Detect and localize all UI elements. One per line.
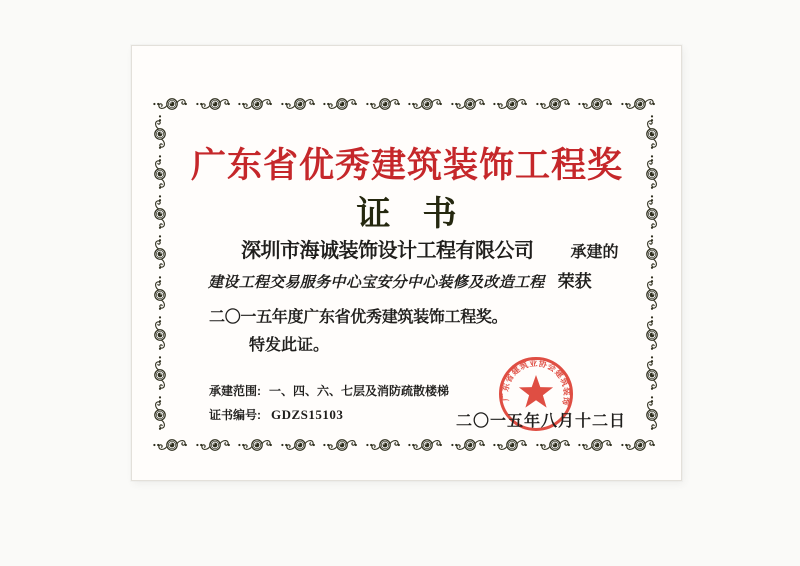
border-ornament-icon	[644, 275, 660, 315]
border-ornament-icon	[152, 96, 192, 112]
certificate-number-label: 证书编号:	[209, 408, 261, 422]
border-ornament-icon	[280, 96, 320, 112]
scope-label: 承建范围:	[209, 384, 261, 398]
body-line-company	[241, 234, 619, 263]
award-verb: 荣获	[557, 272, 592, 291]
award-line: 二〇一五年度广东省优秀建筑装饰工程奖。	[209, 309, 508, 326]
certificate-paper	[131, 45, 682, 481]
border-ornament-icon	[365, 437, 405, 453]
border-ornament-icon	[644, 234, 660, 274]
border-ornament-icon	[152, 275, 168, 315]
border-ornament-icon	[620, 437, 660, 453]
border-ornament-icon	[195, 96, 235, 112]
border-ornament-icon	[644, 315, 660, 355]
border-ornament-icon	[152, 355, 168, 395]
border-ornament-icon	[322, 96, 362, 112]
border-ornament-icon	[365, 96, 405, 112]
company-name: 深圳市海诚装饰设计工程有限公司	[241, 240, 534, 262]
project-name: 建设工程交易服务中心宝安分中心装修及改造工程	[208, 275, 545, 291]
border-ornament-icon	[237, 437, 277, 453]
scope-value: 一、四、六、七层及消防疏散楼梯	[269, 384, 450, 398]
border-strip-top	[152, 96, 660, 112]
border-ornament-icon	[644, 355, 660, 395]
border-ornament-icon	[152, 437, 192, 453]
border-ornament-icon	[644, 395, 660, 435]
issue-date: 二〇一五年八月十二日	[456, 413, 627, 430]
border-ornament-icon	[322, 437, 362, 453]
certificate-subtitle: 证书	[356, 195, 489, 233]
issue-line: 特发此证。	[249, 337, 330, 354]
border-ornament-icon	[152, 395, 168, 435]
border-ornament-icon	[577, 96, 617, 112]
border-ornament-icon	[152, 315, 168, 355]
certificate-title: 广东省优秀建筑装饰工程奖	[190, 146, 623, 185]
seal-arc-text: 广东省建筑业协会建筑装饰	[500, 358, 572, 407]
border-ornament-icon	[280, 437, 320, 453]
border-ornament-icon	[237, 96, 277, 112]
company-suffix: 承建的	[570, 244, 619, 261]
border-ornament-icon	[450, 437, 490, 453]
certificate-number-value: GDZS15103	[271, 407, 344, 422]
border-ornament-icon	[535, 96, 575, 112]
certificate-number-row	[209, 406, 343, 423]
body-line-project	[208, 267, 592, 292]
scope-row	[209, 382, 449, 399]
border-ornament-icon	[152, 234, 168, 274]
red-star-icon	[519, 375, 553, 408]
border-ornament-icon	[450, 96, 490, 112]
border-ornament-icon	[407, 437, 447, 453]
border-ornament-icon	[407, 96, 447, 112]
border-ornament-icon	[620, 96, 660, 112]
border-ornament-icon	[195, 437, 235, 453]
border-ornament-icon	[492, 96, 532, 112]
